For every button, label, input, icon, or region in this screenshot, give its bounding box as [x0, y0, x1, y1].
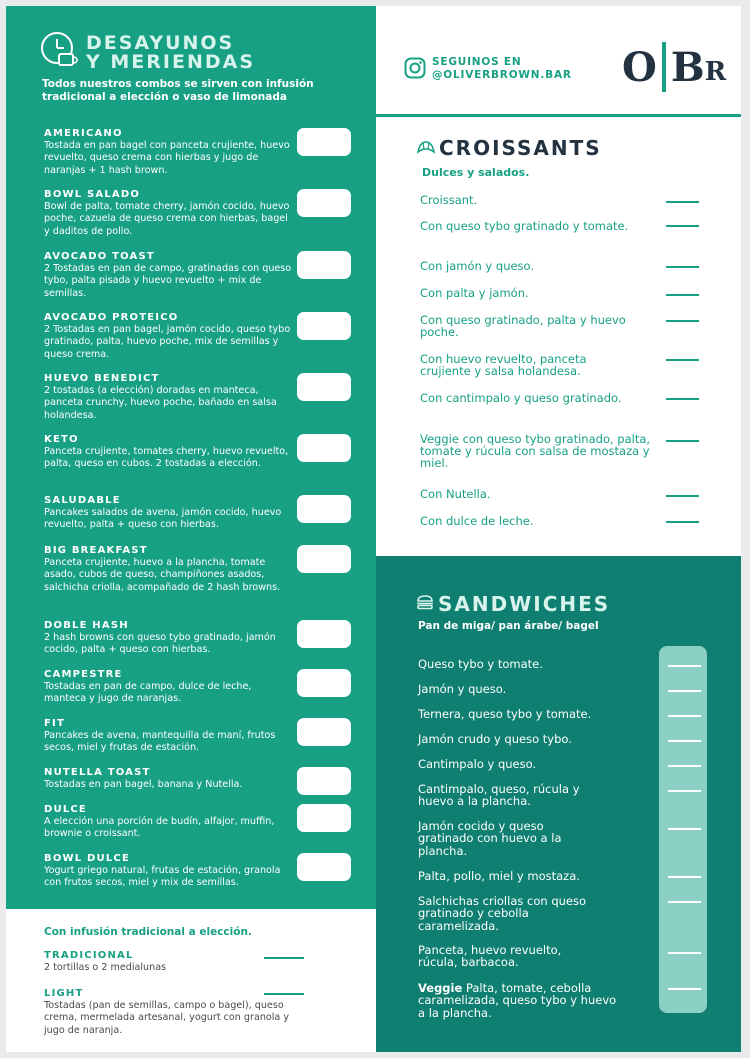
menu-item	[44, 853, 374, 890]
price-line	[668, 690, 701, 692]
item-description: 2 Tostadas en pan de campo, gratinadas con queso tybo, palta pisada y huevo revuelto + mix de semillas.	[44, 263, 292, 299]
item-description: Panceta crujiente, huevo a la plancha, tomate asado, cubos de queso, champiñones asados, salchicha criolla, acompañado de 2 hash browns.	[44, 557, 281, 593]
breakfast-subtitle: Todos nuestros combos se sirven con infusión tradicional a elección o vaso de limonada	[42, 78, 314, 103]
price-line	[668, 715, 701, 717]
menu-item	[44, 669, 374, 706]
price-line	[666, 495, 699, 497]
item-description: Tostada en pan bagel con panceta crujiente, huevo revuelto, queso crema con hierbas y jugo de naranjas + 1 hash brown.	[44, 140, 290, 176]
item-description: Pancakes de avena, mantequilla de maní, frutos secos, miel y frutas de estación.	[44, 730, 276, 754]
item-name: AVOCADO PROTEICO	[44, 312, 179, 323]
logo-letter-o: O	[622, 43, 657, 91]
price-box	[297, 620, 351, 648]
sandwiches-subtitle: Pan de miga/ pan árabe/ bagel	[418, 620, 599, 632]
item-name: FIT	[44, 718, 65, 729]
price-box	[297, 804, 351, 832]
brand-logo	[622, 42, 726, 92]
price-box	[297, 373, 351, 401]
price-line	[666, 201, 699, 203]
infusion-intro: Con infusión tradicional a elección.	[44, 926, 252, 938]
menu-item: Con queso tybo gratinado y tomate.	[420, 219, 629, 233]
item-name: CAMPESTRE	[44, 669, 123, 680]
price-line	[668, 952, 701, 954]
item-name: DOBLE HASH	[44, 620, 129, 631]
sandwich-icon	[416, 594, 434, 610]
croissant-icon	[416, 139, 436, 157]
item-description: 2 Tostadas en pan bagel, jamón cocido, queso tybo gratinado, palta, huevo poche, mix de semillas y queso crema.	[44, 324, 291, 360]
price-line	[668, 988, 701, 990]
price-line	[668, 876, 701, 878]
logo-divider	[662, 42, 666, 92]
veggie-label: Veggie	[418, 981, 463, 995]
clock-cup-icon	[39, 30, 79, 70]
price-line	[666, 225, 699, 227]
croissants-title: CROISSANTS	[439, 136, 602, 160]
price-line	[668, 765, 701, 767]
item-name: BIG BREAKFAST	[44, 545, 148, 556]
price-box	[297, 853, 351, 881]
logo-letter-r: R	[704, 57, 727, 87]
price-box	[297, 189, 351, 217]
logo-letter-b: B	[670, 43, 705, 91]
menu-item	[44, 767, 374, 791]
menu-item	[44, 950, 374, 974]
item-name: LIGHT	[44, 988, 84, 999]
item-name: DULCE	[44, 804, 87, 815]
price-line	[666, 440, 699, 442]
menu-item: Veggie con queso tybo gratinado, palta, tomate y rúcula con salsa de mostaza y miel.	[420, 432, 651, 470]
menu-item: Queso tybo y tomate.	[418, 657, 543, 671]
croissants-section	[376, 117, 741, 556]
menu-item: Con jamón y queso.	[420, 259, 535, 273]
item-description: 2 tortillas o 2 medialunas	[44, 962, 167, 973]
menu-item	[44, 251, 374, 300]
menu-item: Ternera, queso tybo y tomate.	[418, 707, 592, 721]
menu-item: Jamón y queso.	[418, 682, 507, 696]
price-box	[297, 434, 351, 462]
menu-item	[418, 982, 618, 1019]
item-name: HUEVO BENEDICT	[44, 373, 160, 384]
menu-item: Con huevo revuelto, panceta crujiente y salsa holandesa.	[420, 352, 587, 378]
item-name: BOWL SALADO	[44, 189, 141, 200]
price-column	[659, 646, 707, 1013]
menu-page	[6, 6, 741, 1052]
item-description: Pancakes salados de avena, jamón cocido, huevo revuelto, palta + queso con hierbas.	[44, 507, 282, 531]
menu-item: Panceta, huevo revuelto, rúcula, barbacoa.	[418, 943, 562, 970]
price-line	[668, 828, 701, 830]
breakfast-title	[86, 34, 255, 72]
social-line-1: SEGUINOS EN	[432, 56, 522, 68]
social-handle[interactable]	[432, 56, 572, 82]
sandwiches-section	[376, 556, 741, 1052]
menu-item: Con dulce de leche.	[420, 514, 534, 528]
menu-item	[44, 373, 374, 422]
item-description: A elección una porción de budín, alfajor, muffin, brownie o croissant.	[44, 816, 275, 840]
menu-item: Con cantimpalo y queso gratinado.	[420, 391, 622, 405]
sandwiches-title: SANDWICHES	[438, 592, 611, 616]
price-box	[297, 251, 351, 279]
menu-item	[44, 718, 374, 755]
price-line	[666, 266, 699, 268]
price-box	[297, 128, 351, 156]
menu-item	[44, 495, 374, 532]
price-box	[297, 767, 351, 795]
title-line-2: Y MERIENDAS	[86, 51, 255, 73]
header	[376, 6, 741, 114]
menu-item: Salchichas criollas con queso gratinado y cebolla caramelizada.	[418, 894, 587, 933]
price-line	[668, 665, 701, 667]
menu-item	[44, 434, 374, 471]
menu-item	[44, 189, 374, 238]
item-description: Tostadas (pan de semillas, campo o bagel), queso crema, mermelada artesanal, yogurt con granola y jugo de naranja.	[44, 1000, 290, 1036]
menu-item: Cantimpalo, queso, rúcula y huevo a la plancha.	[418, 782, 580, 809]
breakfast-panel	[6, 6, 376, 1052]
item-name: SALUDABLE	[44, 495, 121, 506]
menu-item: Jamón cocido y queso gratinado con huevo a la plancha.	[418, 819, 562, 858]
menu-item: Cantimpalo y queso.	[418, 757, 537, 771]
item-description: Panceta crujiente, tomates cherry, huevo revuelto, palta, queso en cubos. 2 tostadas a elección.	[44, 446, 289, 470]
menu-item: Con Nutella.	[420, 487, 491, 501]
price-box	[297, 495, 351, 523]
item-name: AVOCADO TOAST	[44, 251, 155, 262]
menu-item	[44, 545, 374, 594]
menu-item: Jamón crudo y queso tybo.	[418, 732, 572, 746]
price-line	[666, 359, 699, 361]
croissants-subtitle: Dulces y salados.	[422, 166, 530, 179]
menu-item	[44, 620, 374, 657]
item-description: Yogurt griego natural, frutas de estación, granola con frutos secos, miel y mix de semillas.	[44, 865, 281, 889]
instagram-icon	[404, 57, 426, 79]
social-line-2: @OLIVERBROWN.BAR	[432, 69, 572, 81]
price-box	[297, 312, 351, 340]
price-box	[297, 718, 351, 746]
price-line	[264, 957, 304, 959]
item-description: Tostadas en pan de campo, dulce de leche, manteca y jugo de naranjas.	[44, 681, 252, 705]
price-box	[297, 545, 351, 573]
price-line	[666, 320, 699, 322]
menu-item: Croissant.	[420, 193, 478, 207]
item-name: NUTELLA TOAST	[44, 767, 151, 778]
item-name: BOWL DULCE	[44, 853, 130, 864]
price-line	[668, 740, 701, 742]
price-line	[666, 294, 699, 296]
item-description: Tostadas en pan bagel, banana y Nutella.	[44, 779, 243, 790]
item-description: 2 tostadas (a elección) doradas en manteca, panceta crunchy, huevo poche, bañado en salsa holandesa.	[44, 385, 277, 421]
price-box	[297, 669, 351, 697]
item-description: Palta, tomate, cebolla caramelizada, queso tybo y huevo a la plancha.	[418, 981, 617, 1020]
menu-item: Con palta y jamón.	[420, 286, 529, 300]
breakfast-section	[6, 6, 376, 909]
item-description: 2 hash browns con queso tybo gratinado, jamón cocido, palta + queso con hierbas.	[44, 632, 276, 656]
item-name: TRADICIONAL	[44, 950, 134, 961]
price-line	[668, 790, 701, 792]
price-line	[666, 398, 699, 400]
infusion-section	[6, 909, 376, 1052]
item-name: KETO	[44, 434, 79, 445]
menu-item	[44, 988, 374, 1037]
menu-item	[44, 804, 374, 841]
price-line	[264, 993, 304, 995]
item-name: AMERICANO	[44, 128, 123, 139]
menu-item	[44, 128, 374, 177]
item-description: Bowl de palta, tomate cherry, jamón cocido, huevo poche, cazuela de queso crema con hierbas, bagel y daditos de pollo.	[44, 201, 290, 237]
menu-item: Palta, pollo, miel y mostaza.	[418, 869, 580, 883]
price-line	[668, 901, 701, 903]
menu-item: Con queso gratinado, palta y huevo poche.	[420, 313, 626, 339]
title-line-1: DESAYUNOS	[86, 32, 235, 54]
menu-item	[44, 312, 374, 361]
price-line	[666, 521, 699, 523]
